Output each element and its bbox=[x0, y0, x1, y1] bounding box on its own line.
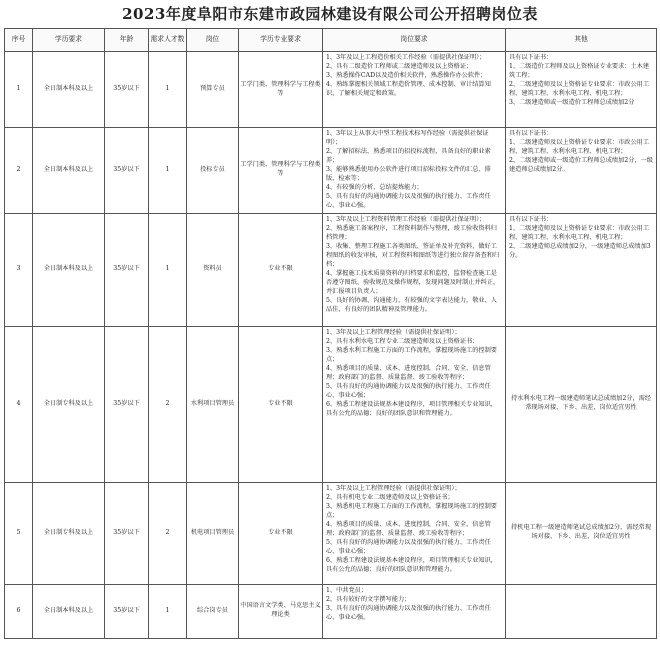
duty-line: 3、熟悉水利工程施工方面的工作流程，掌握现场施工的控制要点； bbox=[326, 346, 497, 363]
header-age: 年龄 bbox=[105, 29, 149, 52]
duty-line: 3、收集、整理工程施工各类图纸、签证单及补充资料，做好工程图纸的收发审核，对工程资料和图纸等进行独立留存备查和归档； bbox=[326, 242, 500, 268]
other-line: 持机电工程一级建造师笔试总成绩加2分，需经常现场对接、下乡、出差，岗位适宜男性 bbox=[510, 524, 652, 541]
duty-line: 2、了解招标法，熟悉项目的招投标流程，具备良好的职业素养； bbox=[326, 147, 491, 164]
cell-other bbox=[506, 584, 657, 638]
cell-other bbox=[506, 128, 657, 214]
cell-post: 投标专员 bbox=[187, 128, 239, 214]
table-row bbox=[5, 213, 657, 326]
cell-seq: 2 bbox=[5, 128, 33, 214]
cell-count: 2 bbox=[149, 482, 187, 584]
cell-duty bbox=[323, 584, 506, 638]
header-post: 岗位 bbox=[187, 29, 239, 52]
header-count: 需求人才数 bbox=[149, 29, 187, 52]
cell-other bbox=[506, 52, 657, 128]
other-line: 1、二级建造师及以上资格证专业要求：市政公用工程、建筑工程、水利水电工程、机电工程； bbox=[509, 138, 650, 155]
table-row bbox=[5, 52, 657, 128]
cell-post: 综合岗专员 bbox=[187, 584, 239, 638]
cell-count: 1 bbox=[149, 128, 187, 214]
duty-line: 3、熟悉操作CAD以及造价相关软件，熟悉操作办公软件； bbox=[326, 71, 487, 79]
cell-duty bbox=[323, 326, 506, 482]
cell-duty bbox=[323, 128, 506, 214]
page-title: 2023年度阜阳市东建市政园林建设有限公司公开招聘岗位表 bbox=[122, 5, 538, 23]
cell-age: 35岁以下 bbox=[105, 584, 149, 638]
job-table bbox=[4, 28, 657, 639]
duty-line: 2、具有二级造价工程师或二级建造师及以上资格证； bbox=[326, 62, 473, 70]
duty-line: 5、具有良好的沟通协调能力以及很强的执行能力、工作责任心、事业心强； bbox=[326, 382, 491, 399]
cell-edu: 全日制专科及以上 bbox=[33, 482, 105, 584]
cell-edu: 全日制专科及以上 bbox=[33, 326, 105, 482]
duty-line: 1、3年以上从事大中型工程技术标写作经验（需提供社保证明）； bbox=[326, 130, 489, 146]
cell-post: 机电项目管理员 bbox=[187, 482, 239, 584]
duty-line: 2、具有较好的文字撰写能力； bbox=[326, 595, 411, 603]
duty-line: 1、3年及以上工程管理经验（需提供社保证明）； bbox=[326, 484, 461, 492]
cell-edu: 全日制本科及以上 bbox=[33, 52, 105, 128]
table-row bbox=[5, 128, 657, 214]
other-line: 3、二级建造师或一级造价工程师总成绩加2分 bbox=[509, 98, 635, 106]
cell-count: 1 bbox=[149, 213, 187, 326]
cell-age: 35岁以下 bbox=[105, 52, 149, 128]
duty-line: 4、熟悉项目的质量、成本、进度控制，合同、安全、信息管理；政府部门的监督、质量监督、竣工验收等程序； bbox=[326, 520, 491, 537]
cell-age: 35岁以下 bbox=[105, 213, 149, 326]
cell-duty bbox=[323, 482, 506, 584]
duty-line: 6、熟悉工程建设法规基本建设程序，项目管理相关专业知识，具有公允的品德；良好的团队意识和管理能力。 bbox=[326, 400, 497, 417]
header-row bbox=[5, 29, 657, 52]
cell-post: 资料员 bbox=[187, 213, 239, 326]
duty-line: 4、熟练掌握相关领域工程造价管理、成本控制、审计结算知识，了解相关规定和政策。 bbox=[326, 80, 491, 97]
cell-major: 专业不限 bbox=[239, 326, 323, 482]
cell-other bbox=[506, 213, 657, 326]
header-duty: 岗位要求 bbox=[323, 29, 506, 52]
other-line: 1、二级造价工程师及以上资格证专业要求：土木建筑工程； bbox=[509, 62, 650, 79]
cell-other bbox=[506, 482, 657, 584]
cell-major: 专业不限 bbox=[239, 482, 323, 584]
duty-line: 4、有较强的分析、总结提炼能力； bbox=[326, 183, 423, 191]
duty-line: 2、具有水利水电工程专业二级建造师及以上资格证书； bbox=[326, 337, 479, 345]
other-line: 具有以下证书： bbox=[509, 130, 553, 137]
cell-edu: 全日制本科及以上 bbox=[33, 128, 105, 214]
cell-major: 工学门类、管理科学与工程类等 bbox=[239, 128, 323, 214]
cell-post: 预算专员 bbox=[187, 52, 239, 128]
duty-line: 2、熟悉施工备案程序，工程资料制作与整理，竣工验收资料归档管理； bbox=[326, 224, 497, 241]
cell-count: 1 bbox=[149, 52, 187, 128]
cell-seq: 3 bbox=[5, 213, 33, 326]
other-line: 2、二级建造师或一级造价工程师总成绩加2分，一级建造师总成绩加2分。 bbox=[509, 156, 653, 173]
duty-line: 5、具有良好的沟通协调能力以及很强的执行能力、工作责任心、事业心强。 bbox=[326, 192, 491, 209]
cell-seq: 4 bbox=[5, 326, 33, 482]
table-row bbox=[5, 326, 657, 482]
cell-age: 35岁以下 bbox=[105, 326, 149, 482]
table-row bbox=[5, 482, 657, 584]
duty-line: 5、具有良好的沟通协调能力以及很强的执行能力、工作责任心、事业心强； bbox=[326, 538, 491, 555]
duty-line: 1、3年及以上工程资料管理工作经验（需提供社保证明）； bbox=[326, 215, 486, 223]
duty-line: 2、具有机电专业二级建造师及以上资格证书； bbox=[326, 493, 454, 501]
duty-line: 3、熟悉机电工程施工方面的工作流程，掌握现场施工的控制要点； bbox=[326, 502, 497, 519]
cell-duty bbox=[323, 213, 506, 326]
cell-major: 工学门类、管理科学与工程类等 bbox=[239, 52, 323, 128]
cell-major: 中国语言文学类、马克思主义理论类 bbox=[239, 584, 323, 638]
other-line: 具有以下证书： bbox=[509, 215, 553, 223]
cell-seq: 6 bbox=[5, 584, 33, 638]
cell-count: 1 bbox=[149, 584, 187, 638]
cell-major: 专业不限 bbox=[239, 213, 323, 326]
duty-line: 5、良好的协调、沟通能力，有较强的文字表达能力，敬业、人品佳，有良好的团队精神及管理能力。 bbox=[326, 296, 497, 313]
duty-line: 4、掌握施工技术质量资料的归档要求和监控，监督检查施工是否遵守图纸、验收规范及操作规程，发现问题及时制止并纠正，并汇报项目负责人； bbox=[326, 269, 500, 295]
other-line: 1、二级建造师及以上资格证专业要求：市政公用工程、建筑工程、水利水电工程、机电工程； bbox=[509, 224, 650, 241]
other-line: 具有以下证书： bbox=[509, 54, 553, 61]
cell-edu: 全日制本科及以上 bbox=[33, 213, 105, 326]
cell-age: 35岁以下 bbox=[105, 128, 149, 214]
duty-line: 3、能够熟悉使用办公软件进行项目招标投标文件的汇总、排版、检索等； bbox=[326, 165, 491, 182]
duty-line: 1、中共党员； bbox=[326, 586, 368, 594]
cell-duty bbox=[323, 52, 506, 128]
duty-line: 6、熟悉工程建设法规基本建设程序，项目管理相关专业知识，具有公允的品德；良好的团队意识和管理能力。 bbox=[326, 556, 497, 573]
duty-line: 1、3年及以上工程造价相关工作经验（需提供社保证明）； bbox=[326, 54, 486, 61]
cell-seq: 5 bbox=[5, 482, 33, 584]
table-row bbox=[5, 584, 657, 638]
cell-seq: 1 bbox=[5, 52, 33, 128]
duty-line: 4、熟悉项目的质量、成本、进度控制，合同、安全、信息管理；政府部门的监督、质量监督、竣工验收等程序； bbox=[326, 364, 491, 381]
header-other: 其他 bbox=[506, 29, 657, 52]
other-line: 2、二级建造师及以上资格证专业要求：市政公用工程、建筑工程、水利水电工程、机电工程； bbox=[509, 80, 650, 97]
other-line: 2、二级建造师总成绩加2分，一级建造师总成绩加3分。 bbox=[509, 242, 651, 259]
duty-line: 1、3年及以上工程管理经验（需提供社保证明）； bbox=[326, 328, 461, 336]
cell-other bbox=[506, 326, 657, 482]
other-line: 持水利水电工程一级建造师笔试总成绩加2分，需经常现场对接、下乡、出差，岗位适宜男性 bbox=[510, 395, 652, 412]
header-major: 学历专业要求 bbox=[239, 29, 323, 52]
cell-age: 35岁以下 bbox=[105, 482, 149, 584]
duty-line: 3、具有良好的沟通协调能力以及很强的执行能力、工作责任心、事业心强。 bbox=[326, 604, 491, 621]
cell-post: 水利项目管理员 bbox=[187, 326, 239, 482]
cell-count: 2 bbox=[149, 326, 187, 482]
cell-edu: 全日制本科及以上 bbox=[33, 584, 105, 638]
header-edu: 学历要求 bbox=[33, 29, 105, 52]
header-seq: 序号 bbox=[5, 29, 33, 52]
